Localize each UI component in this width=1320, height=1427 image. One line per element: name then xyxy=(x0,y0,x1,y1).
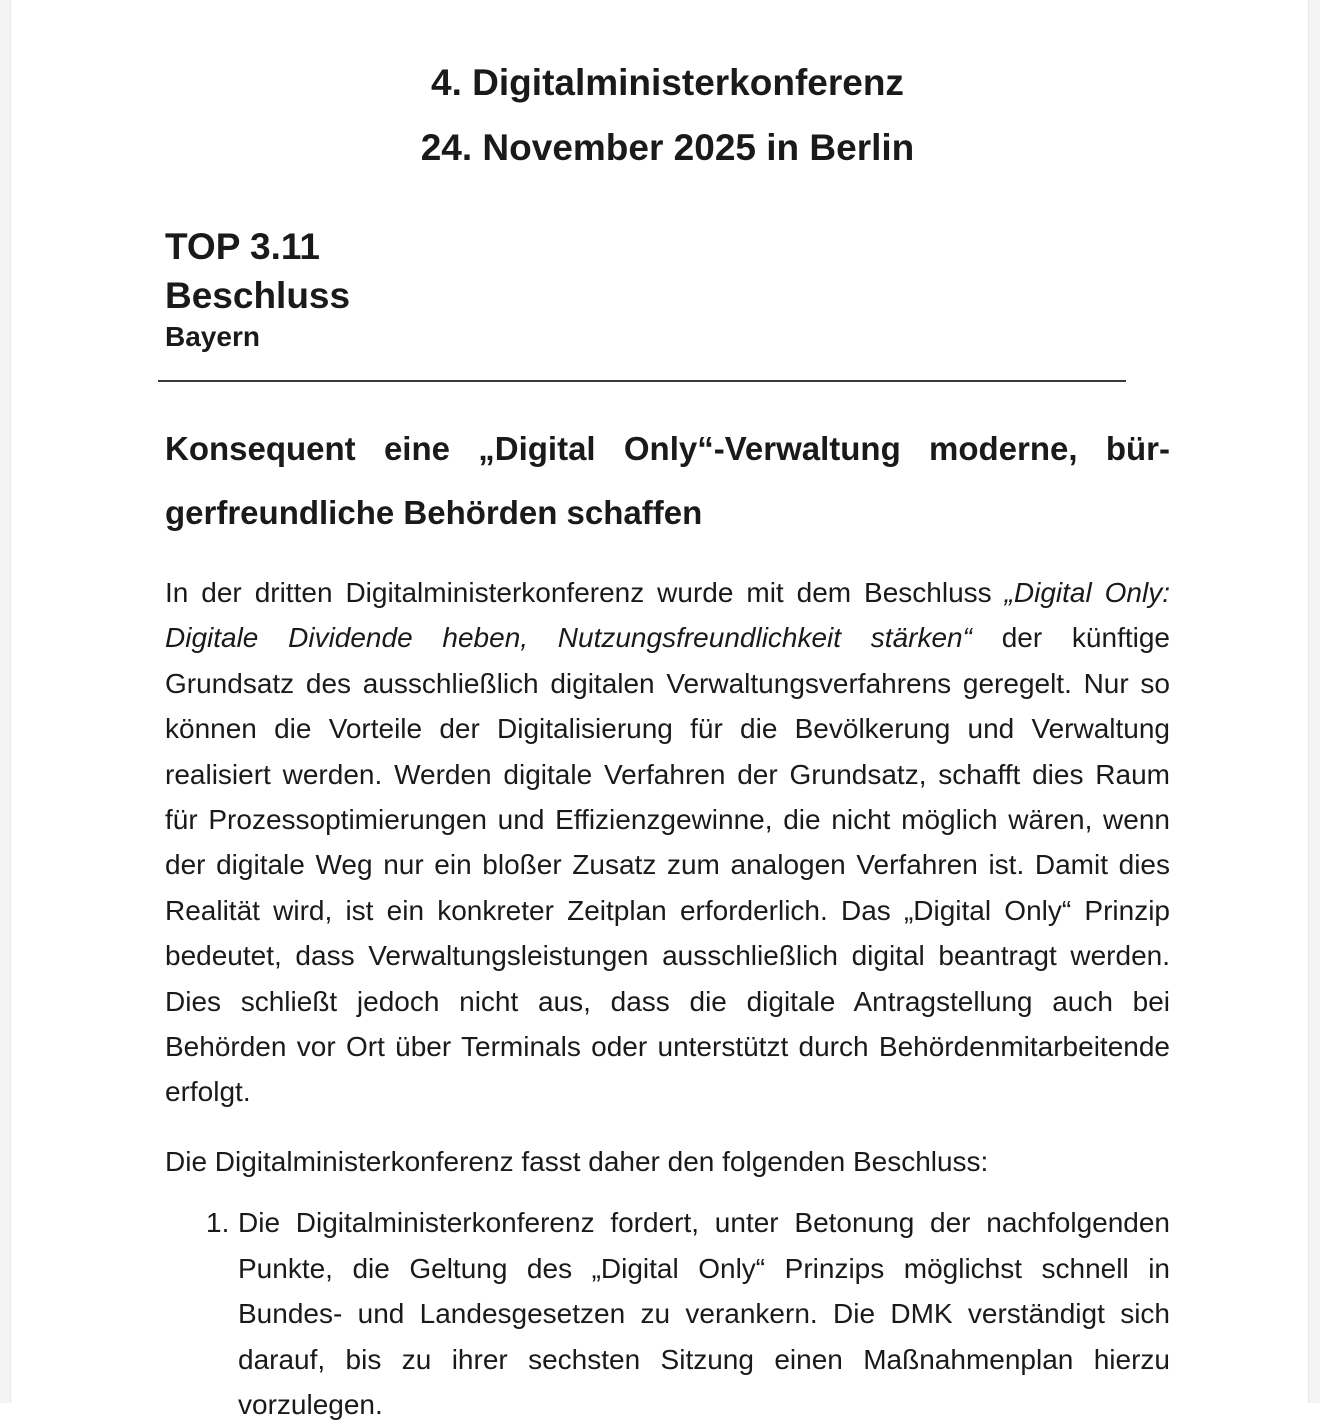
resolution-intro: Die Digitalministerkonferenz fasst daher den folgenden Beschluss: xyxy=(165,1145,989,1177)
resolution-list xyxy=(165,1200,1170,1427)
body-paragraph xyxy=(165,570,1170,1115)
conference-date: 24. November 2025 in Berlin xyxy=(420,127,915,168)
quoted-title-italic: „Digital Only: Digitale Dividende heben, Nutzungsfreundlichkeit stärken“ xyxy=(165,577,1170,654)
document-heading: Konsequent eine „Digital Only“-Verwaltung moderne, bürgerfreundliche Behörden schaffen xyxy=(165,430,1170,531)
submitting-state: Bayern xyxy=(165,321,260,352)
divider-rule xyxy=(158,380,1126,382)
list-item-number: 1. xyxy=(206,1207,230,1239)
document-meta-block xyxy=(165,222,1170,354)
page-edge-right xyxy=(1308,0,1320,1403)
document-type: Beschluss xyxy=(165,275,351,316)
conference-title: 4. Digitalministerkonferenz xyxy=(431,62,904,103)
agenda-item: TOP 3.11 xyxy=(165,226,320,267)
body-paragraph-rest: der künftige Grundsatz des ausschließlich digitalen Verwaltungsverfahrens geregelt. Nur so können die Vorteile der Digitalisierung für die Bevölkerung und Verwaltung realisiert werden. Werden digitale Verfahren der Grundsatz, schafft dies Raum für Prozessoptimierungen und Effizienzgewinne, die nicht möglich wären, wenn der digitale Weg nur ein bloßer Zusatz zum analogen Verfahren ist. Damit dies Realität wird, ist ein konkreter Zeitplan erforderlich. Das „Digital Only“ Prinzip bedeutet, dass Verwaltungsleistungen ausschließlich digital beantragt werden. Dies schließt jedoch nicht aus, dass die digitale Antragstellung auch bei Behörden vor Ort über Terminals oder unterstützt durch Behördenmitarbeitende erfolgt. xyxy=(165,622,1170,1108)
page-edge-left xyxy=(0,0,11,1403)
list-item-text: Die Digitalministerkonferenz fordert, unter Betonung der nachfolgenden Punkte, die Geltung des „Digital Only“ Prinzips möglichst schnell in Bundes- und Landesgesetzen zu verankern. Die DMK verständigt sich darauf, bis zu ihrer sechsten Sitzung einen Maßnahmenplan hierzu vorzulegen. xyxy=(238,1207,1170,1420)
body-paragraph-lead: In der dritten Digitalministerkonferenz wurde mit dem Beschluss xyxy=(165,577,1005,608)
document-content xyxy=(165,0,1170,1427)
list-item xyxy=(165,1200,1170,1427)
document-title-block xyxy=(165,0,1170,180)
